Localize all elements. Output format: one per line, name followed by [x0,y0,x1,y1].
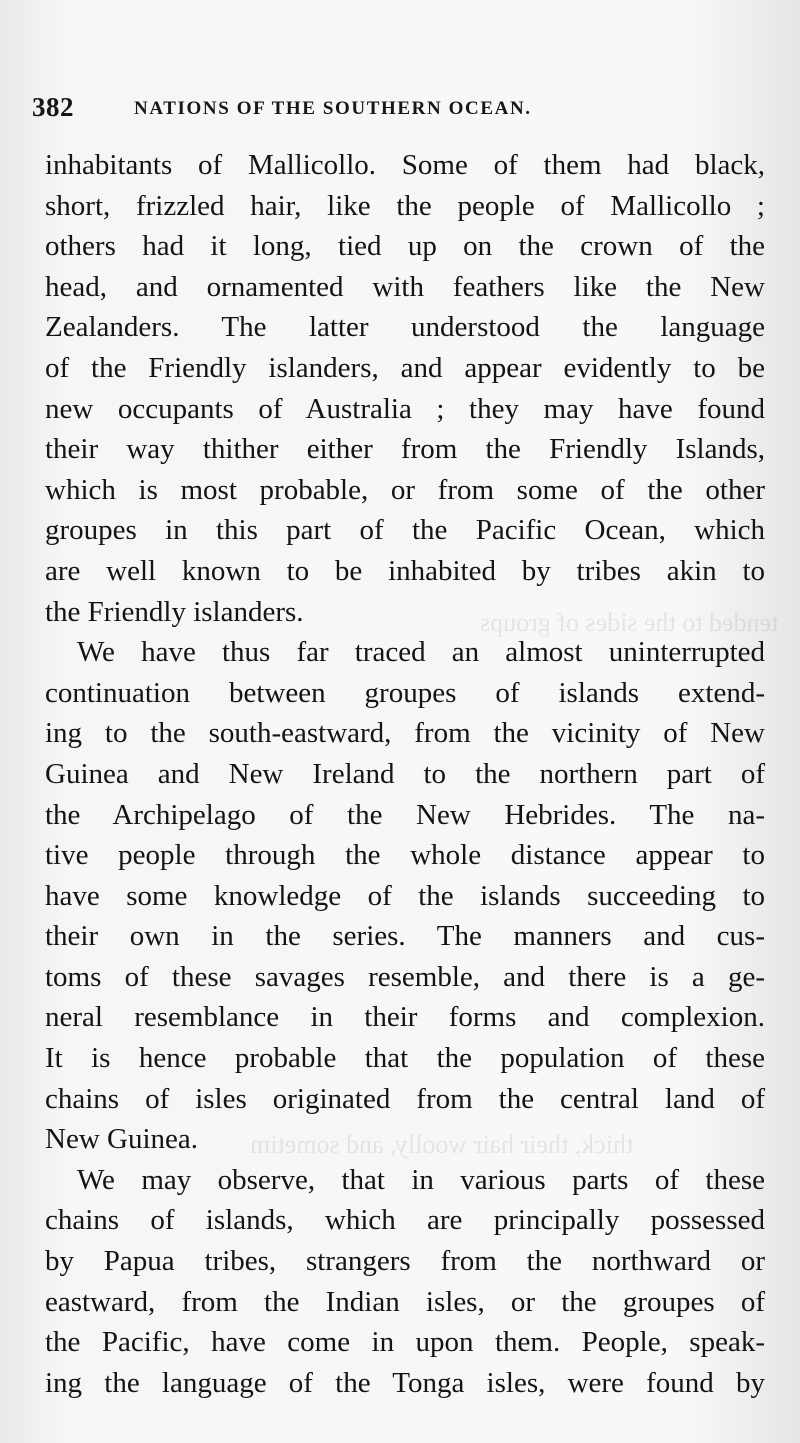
text-line: chains of islands, which are principally possessed [45,1204,765,1237]
text-line: head, and ornamented with feathers like the New [45,270,765,303]
text-line: are well known to be inhabited by tribes akin to [45,554,765,587]
text-line: New Guinea. [45,1123,199,1156]
page-header [32,92,772,132]
text-line: ing to the south-eastward, from the vicinity of New [45,717,765,750]
text-line: others had it long, tied up on the crown of the [45,230,765,263]
text-line: We may observe, that in various parts of these [77,1163,765,1196]
text-line: continuation between groupes of islands extend- [45,676,765,709]
text-line: which is most probable, or from some of the other [45,473,765,506]
text-line: of the Friendly islanders, and appear evidently to be [45,351,765,384]
text-line: ing the language of the Tonga isles, were found by [45,1366,765,1399]
text-line: their way thither either from the Friendly Islands, [45,433,765,466]
text-line: groupes in this part of the Pacific Ocean, which [45,514,765,547]
running-head: NATIONS OF THE SOUTHERN OCEAN. [134,98,532,119]
text-line: eastward, from the Indian isles, or the groupes of [45,1285,765,1318]
text-line: chains of isles originated from the central land of [45,1082,765,1115]
text-line: their own in the series. The manners and cus- [45,920,765,953]
text-line: Guinea and New Ireland to the northern part of [45,757,765,790]
paragraph-2 [45,632,765,1160]
show-through-text: thick, their hair woolly, and sometim [250,1130,634,1159]
text-line: short, frizzled hair, like the people of Mallicollo ; [45,189,765,222]
text-line: neral resemblance in their forms and complexion. [45,1001,765,1034]
text-line: tive people through the whole distance appear to [45,839,765,872]
show-through-text: tended to the sides of groups [480,608,779,637]
paragraph-1 [45,145,765,632]
text-line: the Archipelago of the New Hebrides. The na- [45,798,765,831]
text-line: have some knowledge of the islands succeeding to [45,879,765,912]
page-number: 382 [32,92,74,122]
text-line: Zealanders. The latter understood the language [45,311,765,344]
text-line: We have thus far traced an almost uninterrupted [77,636,765,669]
text-line: the Friendly islanders. [45,595,304,628]
body-text [45,145,765,1403]
paragraph-3 [45,1160,765,1404]
text-line: It is hence probable that the population of these [45,1042,765,1075]
text-line: the Pacific, have come in upon them. People, speak- [45,1326,765,1359]
text-line: inhabitants of Mallicollo. Some of them had black, [45,149,765,181]
text-line: by Papua tribes, strangers from the northward or [45,1245,765,1278]
text-line: new occupants of Australia ; they may have found [45,392,765,425]
text-line: toms of these savages resemble, and there is a ge- [45,960,765,993]
